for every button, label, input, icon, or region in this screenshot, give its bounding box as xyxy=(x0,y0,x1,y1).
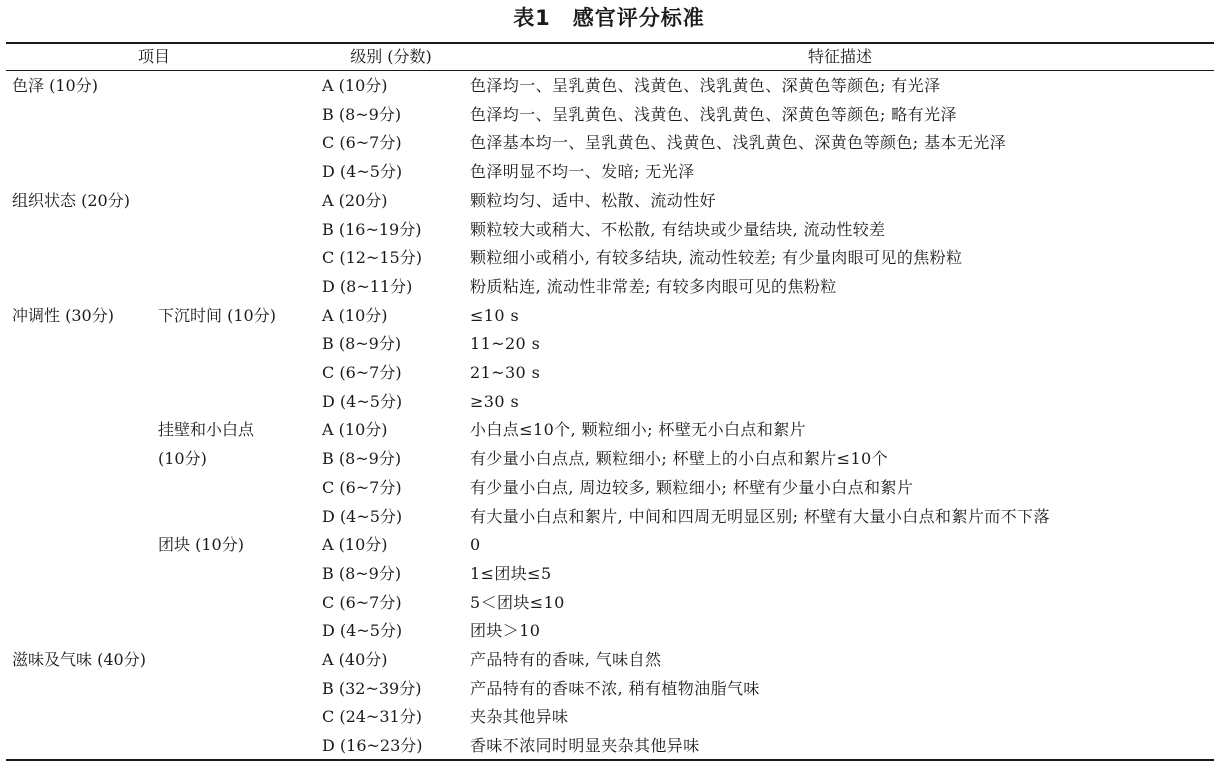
desc-cell: 夹杂其他异味 xyxy=(470,707,569,727)
header-item: 项目 xyxy=(137,47,170,66)
desc-cell: 小白点≤10个, 颗粒细小; 杯壁无小白点和絮片 xyxy=(470,420,807,440)
table-row xyxy=(0,703,1218,732)
desc-cell: 色泽均一、呈乳黄色、浅黄色、浅乳黄色、深黄色等颜色; 略有光泽 xyxy=(470,104,957,124)
desc-cell: 11~20 s xyxy=(470,334,541,354)
desc-cell: 颗粒均匀、适中、松散、流动性好 xyxy=(470,190,717,210)
grade-cell: C (6~7分) xyxy=(322,477,402,497)
desc-cell: 有大量小白点和絮片, 中间和四周无明显区别; 杯壁有大量小白点和絮片而不下落 xyxy=(470,506,1050,526)
desc-cell: 有少量小白点, 周边较多, 颗粒细小; 杯壁有少量小白点和絮片 xyxy=(470,477,914,497)
desc-cell: 有少量小白点点, 颗粒细小; 杯壁上的小白点和絮片≤10个 xyxy=(470,449,889,469)
table-row xyxy=(0,216,1218,245)
desc-cell: 香味不浓同时明显夹杂其他异味 xyxy=(470,736,700,756)
grade-cell: D (4~5分) xyxy=(322,506,403,526)
table-row xyxy=(0,531,1218,560)
grade-cell: B (32~39分) xyxy=(322,678,422,698)
desc-cell: 0 xyxy=(470,535,481,555)
subitem-cell: 团块 (10分) xyxy=(158,535,244,555)
desc-cell: 色泽明显不均一、发暗; 无光泽 xyxy=(470,162,695,182)
header-grade: 级别 (分数) xyxy=(350,47,432,66)
subitem-cell: 下沉时间 (10分) xyxy=(158,305,276,325)
table-row xyxy=(0,302,1218,331)
table-row xyxy=(0,589,1218,618)
item-cell: 冲调性 (30分) xyxy=(12,305,114,325)
table-row xyxy=(0,474,1218,503)
desc-cell: 21~30 s xyxy=(470,363,541,382)
desc-cell: 5＜团块≤10 xyxy=(470,592,565,612)
table-row xyxy=(0,503,1218,532)
table-row xyxy=(0,445,1218,474)
grade-cell: A (10分) xyxy=(322,76,388,95)
table-row xyxy=(0,72,1218,101)
item-cell: 色泽 (10分) xyxy=(12,76,98,95)
desc-cell: ≥30 s xyxy=(470,391,520,411)
item-cell: 滋味及气味 (40分) xyxy=(12,650,146,669)
grade-cell: D (8~11分) xyxy=(322,276,413,296)
grade-cell: C (6~7分) xyxy=(322,133,402,153)
desc-cell: ≤10 s xyxy=(470,305,520,325)
subitem-cell-cont: (10分) xyxy=(158,449,207,469)
table-row xyxy=(0,101,1218,130)
table-row xyxy=(0,646,1218,675)
table-row xyxy=(0,158,1218,187)
table-body xyxy=(0,72,1218,758)
grade-cell: B (8~9分) xyxy=(322,449,402,469)
subitem-cell: 挂壁和小白点 xyxy=(158,420,255,440)
grade-cell: C (12~15分) xyxy=(322,248,422,268)
desc-cell: 团块＞10 xyxy=(470,621,541,641)
grade-cell: B (16~19分) xyxy=(322,219,422,239)
grade-cell: C (6~7分) xyxy=(322,592,402,612)
desc-cell: 颗粒较大或稍大、不松散, 有结块或少量结块, 流动性较差 xyxy=(470,219,886,239)
table-row xyxy=(0,732,1218,761)
grade-cell: A (40分) xyxy=(322,650,388,669)
grade-cell: D (4~5分) xyxy=(322,162,403,182)
table-row xyxy=(0,187,1218,216)
grade-cell: C (6~7分) xyxy=(322,363,402,382)
table-title: 表1 感官评分标准 xyxy=(513,6,705,30)
grade-cell: C (24~31分) xyxy=(322,707,422,727)
table-row xyxy=(0,617,1218,646)
desc-cell: 产品特有的香味不浓, 稍有植物油脂气味 xyxy=(470,678,760,698)
table-row xyxy=(0,675,1218,704)
grade-cell: D (4~5分) xyxy=(322,621,403,641)
grade-cell: B (8~9分) xyxy=(322,104,402,124)
desc-cell: 颗粒细小或稍小, 有较多结块, 流动性较差; 有少量肉眼可见的焦粉粒 xyxy=(470,248,963,268)
desc-cell: 色泽基本均一、呈乳黄色、浅黄色、浅乳黄色、深黄色等颜色; 基本无光泽 xyxy=(470,133,1007,153)
table-row xyxy=(0,560,1218,589)
desc-cell: 粉质粘连, 流动性非常差; 有较多肉眼可见的焦粉粒 xyxy=(470,276,837,296)
grade-cell: A (10分) xyxy=(322,535,388,555)
grade-cell: B (8~9分) xyxy=(322,563,402,583)
desc-cell: 色泽均一、呈乳黄色、浅黄色、浅乳黄色、深黄色等颜色; 有光泽 xyxy=(470,76,941,95)
table-row xyxy=(0,359,1218,388)
bottom-rule xyxy=(6,759,1214,761)
header-desc: 特征描述 xyxy=(807,47,872,66)
table-row xyxy=(0,273,1218,302)
grade-cell: A (20分) xyxy=(322,190,388,210)
table-row xyxy=(0,244,1218,273)
desc-cell: 1≤团块≤5 xyxy=(470,563,552,583)
grade-cell: A (10分) xyxy=(322,305,388,325)
grade-cell: D (16~23分) xyxy=(322,736,423,756)
table-row xyxy=(0,330,1218,359)
header-rule xyxy=(6,70,1214,71)
grade-cell: D (4~5分) xyxy=(322,391,403,411)
desc-cell: 产品特有的香味, 气味自然 xyxy=(470,650,662,669)
item-cell: 组织状态 (20分) xyxy=(12,190,130,210)
grade-cell: A (10分) xyxy=(322,420,388,440)
grade-cell: B (8~9分) xyxy=(322,334,402,354)
table-row xyxy=(0,129,1218,158)
table-header xyxy=(6,44,1214,70)
table-row xyxy=(0,388,1218,417)
